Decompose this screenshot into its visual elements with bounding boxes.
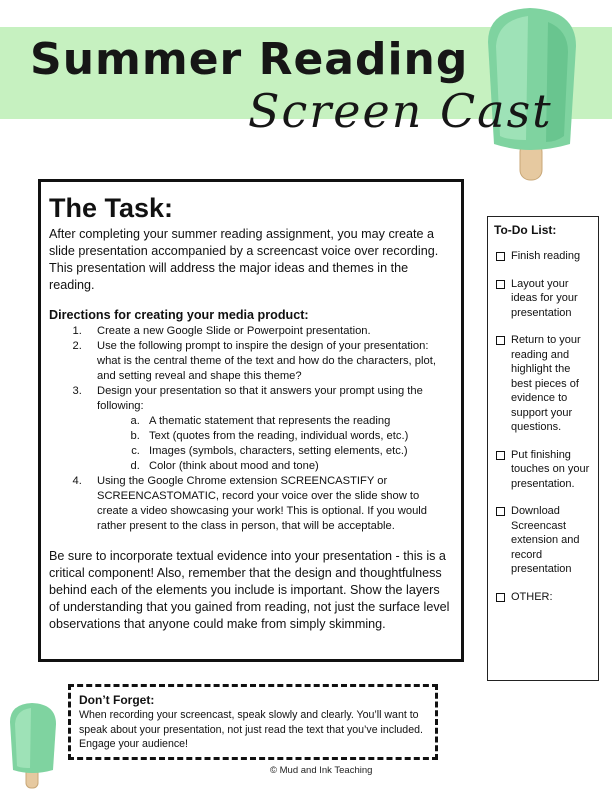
sub-item: a. A thematic statement that represents the reading [143, 414, 453, 429]
todo-item [494, 448, 592, 492]
checkbox-icon[interactable] [496, 507, 505, 516]
step-item [85, 339, 453, 384]
checkbox-icon[interactable] [496, 336, 505, 345]
todo-item-label: Put finishing touches on your presentation. [511, 448, 590, 490]
task-heading: The Task: [49, 193, 174, 223]
todo-title: To-Do List: [494, 223, 557, 237]
todo-item [494, 249, 592, 264]
sub-list [97, 414, 453, 474]
dont-forget-box [68, 684, 438, 760]
sub-item: d. Color (think about mood and tone) [143, 459, 453, 474]
step-text: Design your presentation so that it answers your prompt using the following: [97, 385, 423, 412]
step-item [85, 324, 453, 339]
step-text: Using the Google Chrome extension SCREENCASTIFY or SCREENCASTOMATIC, record your voice over the slide show to create a video showcasing your work! This is optional. If you would rather present to the class in person, that will be acceptable. [97, 475, 427, 532]
todo-item-label: Download Screencast extension and record presentation [511, 505, 580, 575]
sub-item: b. Text (quotes from the reading, individual words, etc.) [143, 429, 453, 444]
todo-item [494, 504, 592, 577]
checkbox-icon[interactable] [496, 593, 505, 602]
dont-forget-title: Don’t Forget: [79, 693, 155, 707]
todo-item [494, 277, 592, 321]
directions-heading: Directions for creating your media product: [49, 308, 309, 322]
todo-item [494, 333, 592, 435]
todo-item [494, 590, 592, 605]
checkbox-icon[interactable] [496, 252, 505, 261]
task-box [38, 179, 464, 662]
step-item [85, 474, 453, 534]
task-intro: After completing your summer reading assignment, you may create a slide presentation accompanied by a screencast voice over recording. This presentation will address the major ideas and themes in the reading. [49, 227, 439, 292]
todo-item-label: Layout your ideas for your presentation [511, 277, 578, 319]
step-text: Use the following prompt to inspire the design of your presentation: what is the central theme of the text and how do the characters, plot, and setting reveal and shape this theme? [97, 340, 436, 382]
title-summer-reading: Summer Reading [30, 34, 469, 85]
checkbox-icon[interactable] [496, 280, 505, 289]
todo-list-box [487, 216, 599, 681]
directions-list [49, 324, 453, 534]
todo-item-label: Finish reading [511, 250, 581, 262]
sub-item: c. Images (symbols, characters, setting elements, etc.) [143, 444, 453, 459]
checkbox-icon[interactable] [496, 451, 505, 460]
step-item [85, 384, 453, 474]
title-screen-cast: Screen Cast [248, 84, 553, 138]
popsicle-icon [4, 700, 64, 790]
copyright-footer: © Mud and Ink Teaching [270, 765, 373, 776]
todo-item-label: Return to your reading and highlight the best pieces of evidence to support your questions. [511, 334, 581, 433]
todo-item-label: OTHER: [511, 590, 553, 603]
dont-forget-text: When recording your screencast, speak slowly and clearly. You’ll want to speak about your presentation, not just read the text that you’ve included. Engage your audience! [79, 709, 423, 750]
step-text: Create a new Google Slide or Powerpoint presentation. [97, 325, 371, 337]
closing-paragraph: Be sure to incorporate textual evidence into your presentation - this is a critical component! Also, remember that the design and thoughtfulness behind each of the elements you include is important. Show the layers of understanding that you gained from reading, not just the surface level observations that anyone could make from simply skimming. [49, 549, 450, 631]
